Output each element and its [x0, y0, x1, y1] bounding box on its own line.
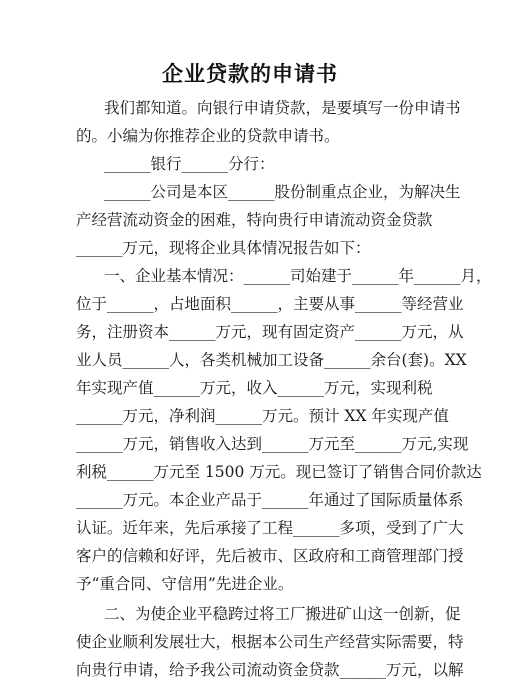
document-title: 企业贷款的申请书 — [162, 61, 338, 86]
paragraph-line: 使企业顺利发展壮大，根据本公司生产经营实际需要，特 — [76, 633, 464, 651]
paragraph-line: 的。小编为你推荐企业的贷款申请书。 — [76, 127, 340, 145]
paragraph-line: 业人员______人，各类机械加工设备______余台(套)。XX — [76, 351, 467, 369]
paragraph-line: ______万元，销售收入达到______万元至______万元,实现 — [76, 435, 469, 453]
paragraph-line: 向贵行申请，给予我公司流动资金贷款______万元，以解 — [76, 661, 464, 679]
paragraph-line: ______公司是本区______股份制重点企业，为解决生 — [104, 183, 461, 201]
paragraph-line: 务，注册资本______万元，现有固定资产______万元，从 — [76, 323, 464, 341]
paragraph-line: 客户的信赖和好评，先后被市、区政府和工商管理部门授 — [76, 547, 464, 565]
salutation-line: ______银行______分行： — [104, 155, 275, 173]
section-heading-line: 一、企业基本情况：______司始建于______年______月， — [104, 267, 492, 285]
section-heading-line: 二、为使企业平稳跨过将工厂搬进矿山这一创新，促 — [104, 605, 461, 623]
paragraph-line: 产经营流动资金的困难，特向贵行申请流动资金贷款 — [76, 211, 433, 229]
paragraph-line: 我们都知道。向银行申请贷款，是要填写一份申请书 — [104, 99, 461, 117]
paragraph-line: 予“重合同、守信用”先进企业。 — [76, 575, 294, 593]
paragraph-line: 年实现产值______万元，收入______万元，实现利税 — [76, 379, 433, 397]
paragraph-line: 利税______万元至 1500 万元。现已签订了销售合同价款达 — [76, 463, 482, 481]
paragraph-line: ______万元，净利润______万元。预计 XX 年实现产值 — [76, 407, 449, 425]
paragraph-line: ______万元，现将企业具体情况报告如下： — [76, 239, 371, 257]
paragraph-line: 位于______，占地面积______，主要从事______等经营业 — [76, 295, 464, 313]
paragraph-line: 认证。近年来，先后承接了工程______多项，受到了广大 — [76, 519, 464, 537]
paragraph-line: ______万元。本企业产品于______年通过了国际质量体系 — [76, 491, 464, 509]
